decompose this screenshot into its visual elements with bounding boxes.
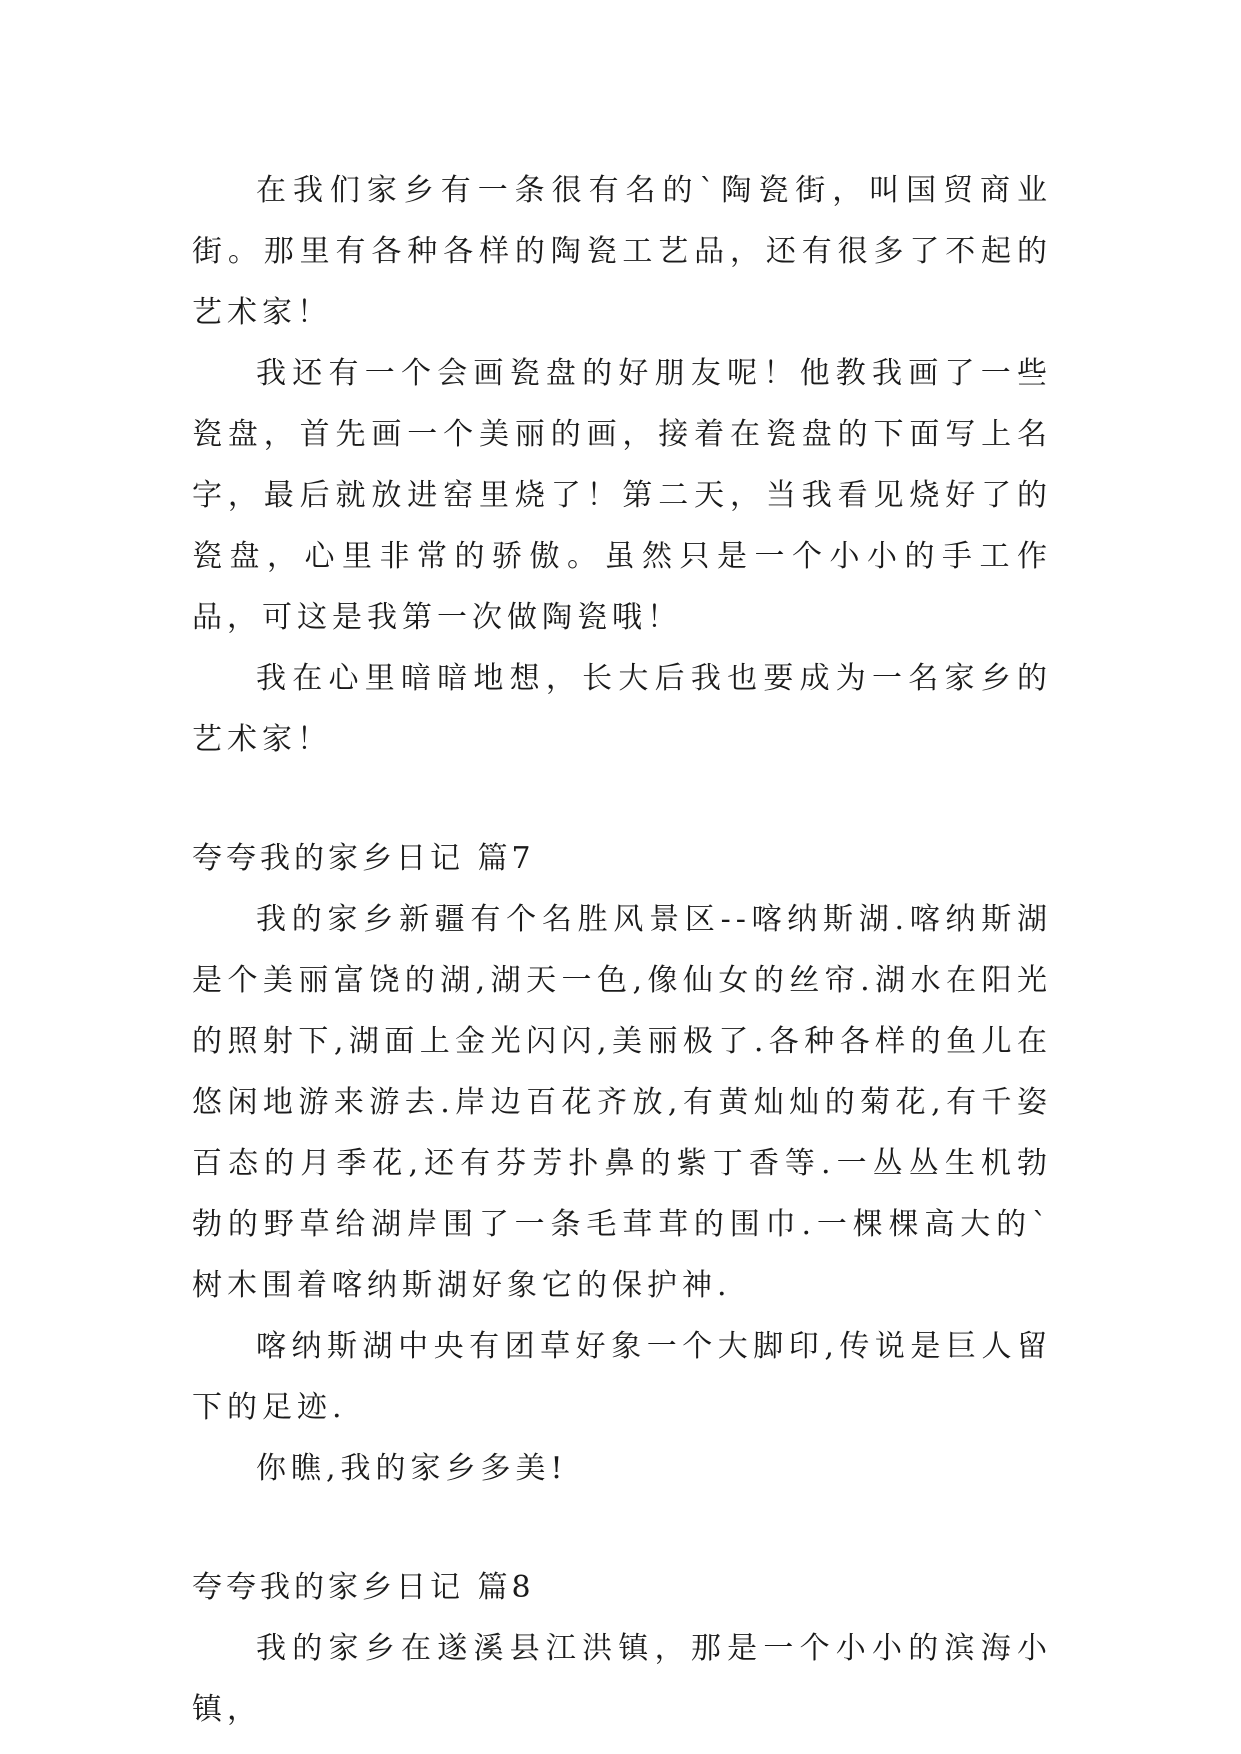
section-1 xyxy=(192,160,1052,770)
paragraph: 在我们家乡有一条很有名的`陶瓷街，叫国贸商业街。那里有各种各样的陶瓷工艺品，还有很多了不起的艺术家！ xyxy=(192,173,1052,330)
paragraph: 我的家乡在遂溪县江洪镇，那是一个小小的滨海小镇， xyxy=(192,1631,1052,1727)
section-3 xyxy=(192,1499,1052,1740)
section-heading: 夸夸我的家乡日记 篇7 xyxy=(192,841,535,876)
paragraph: 我还有一个会画瓷盘的好朋友呢！他教我画了一些瓷盘，首先画一个美丽的画，接着在瓷盘的下面写上名字，最后就放进窑里烧了！第二天，当我看见烧好了的瓷盘，心里非常的骄傲。虽然只是一个小小的手工作品，可这是我第一次做陶瓷哦！ xyxy=(192,356,1052,635)
document-body xyxy=(192,160,1052,1740)
paragraph: 我的家乡新疆有个名胜风景区--喀纳斯湖.喀纳斯湖是个美丽富饶的湖,湖天一色,像仙女的丝帘.湖水在阳光的照射下,湖面上金光闪闪,美丽极了.各种各样的鱼儿在悠闲地游来游去.岸边百花齐放,有黄灿灿的菊花,有千姿百态的月季花,还有芬芳扑鼻的紫丁香等.一丛丛生机勃勃的野草给湖岸围了一条毛茸茸的围巾.一棵棵高大的`树木围着喀纳斯湖好象它的保护神. xyxy=(192,902,1052,1303)
section-2 xyxy=(192,770,1052,1499)
section-heading: 夸夸我的家乡日记 篇8 xyxy=(192,1570,535,1605)
paragraph: 你瞧,我的家乡多美! xyxy=(256,1451,568,1486)
paragraph: 我在心里暗暗地想，长大后我也要成为一名家乡的艺术家！ xyxy=(192,661,1052,757)
paragraph: 喀纳斯湖中央有团草好象一个大脚印,传说是巨人留下的足迹. xyxy=(192,1329,1052,1425)
